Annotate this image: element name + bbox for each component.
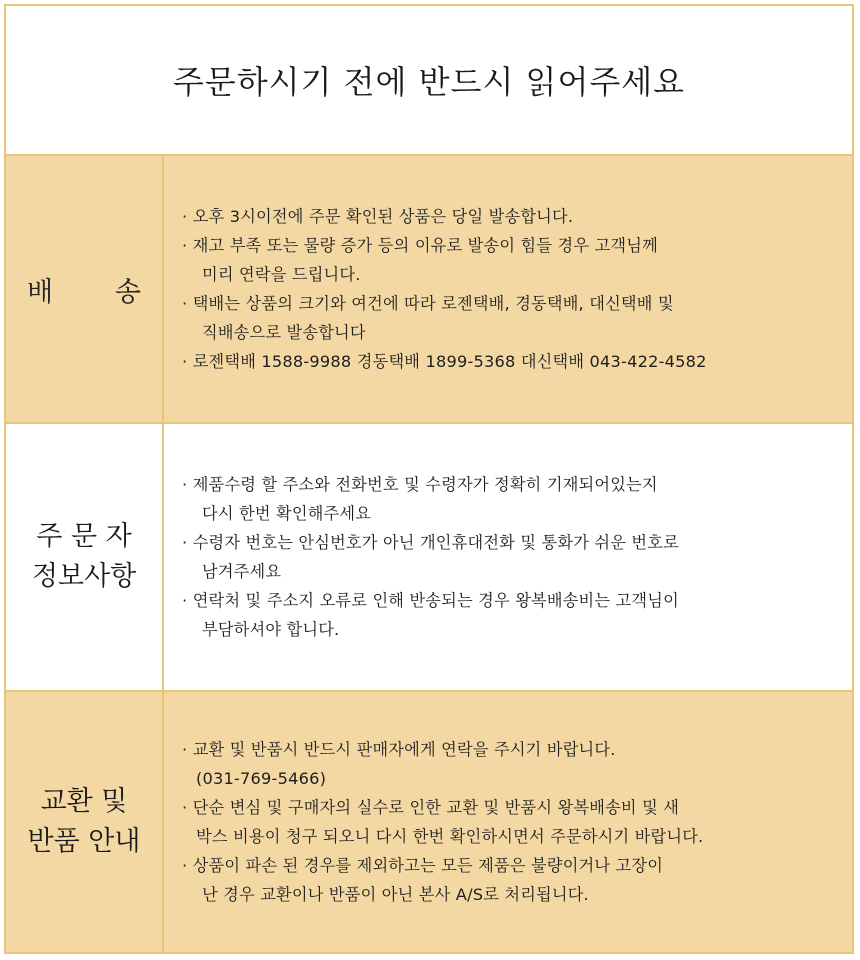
phone-number: (031-769-5466): [196, 769, 327, 788]
notice-line: · 단순 변심 및 구매자의 실수로 인한 교환 및 반품시 왕복배송비 및 새: [182, 793, 844, 822]
notice-line: 부담하셔야 합니다.: [202, 620, 340, 639]
label-char: 송: [114, 276, 141, 308]
notice-line: · 교환 및 반품시 반드시 판매자에게 연락을 주시기 바랍니다.: [182, 735, 844, 764]
title-box: [6, 6, 852, 156]
notice-line: 다시 한번 확인해주세요: [202, 504, 372, 523]
section-label-exchange: [28, 782, 141, 863]
label-char: 배: [27, 276, 54, 308]
notice-line: · 수령자 번호는 안심번호가 아닌 개인휴대전화 및 통화가 쉬운 번호로: [182, 528, 844, 557]
notice-line: 남겨주세요: [202, 562, 282, 581]
notice-line: · 재고 부족 또는 물량 증가 등의 이유로 발송이 힘들 경우 고객님께: [182, 231, 844, 260]
label-cell-exchange: [6, 692, 164, 952]
order-notice: [4, 4, 854, 954]
label-line: 정보사항: [31, 561, 137, 592]
page-title: 주문하시기 전에 반드시 읽어주세요: [172, 63, 686, 101]
notice-line: 미리 연락을 드립니다.: [202, 265, 361, 284]
notice-line: 난 경우 교환이나 반품이 아닌 본사 A/S로 처리됩니다.: [202, 885, 589, 904]
label-cell-shipping: [6, 156, 164, 422]
section-exchange-return: [6, 692, 852, 952]
notice-line: 박스 비용이 청구 되오니 다시 한번 확인하시면서 주문하시기 바랍니다.: [196, 827, 704, 846]
notice-line: · 로젠택배 1588-9988 경동택배 1899-5368 대신택배 043-422-4582: [182, 347, 844, 376]
label-cell-orderer: [6, 424, 164, 690]
section-shipping: [6, 156, 852, 422]
label-line: 주 문 자: [36, 520, 132, 552]
notice-line: · 제품수령 할 주소와 전화번호 및 수령자가 정확히 기재되어있는지: [182, 470, 844, 499]
label-line: 반품 안내: [27, 826, 141, 857]
notice-line: · 연락처 및 주소지 오류로 인해 반송되는 경우 왕복배송비는 고객님이: [182, 586, 844, 615]
notice-line: · 오후 3시이전에 주문 확인된 상품은 당일 발송합니다.: [182, 202, 844, 231]
exchange-content: [182, 692, 844, 952]
notice-line: · 상품이 파손 된 경우를 제외하고는 모든 제품은 불량이거나 고장이: [182, 851, 844, 880]
section-orderer-info: [6, 424, 852, 690]
label-line: 교환 및: [40, 785, 128, 817]
orderer-content: [182, 424, 844, 690]
notice-line: 직배송으로 발송합니다: [202, 323, 366, 342]
section-label-orderer: [32, 517, 136, 598]
section-label-shipping: [27, 270, 141, 309]
shipping-content: [182, 156, 844, 422]
notice-line: · 택배는 상품의 크기와 여건에 따라 로젠택배, 경동택배, 대신택배 및: [182, 289, 844, 318]
